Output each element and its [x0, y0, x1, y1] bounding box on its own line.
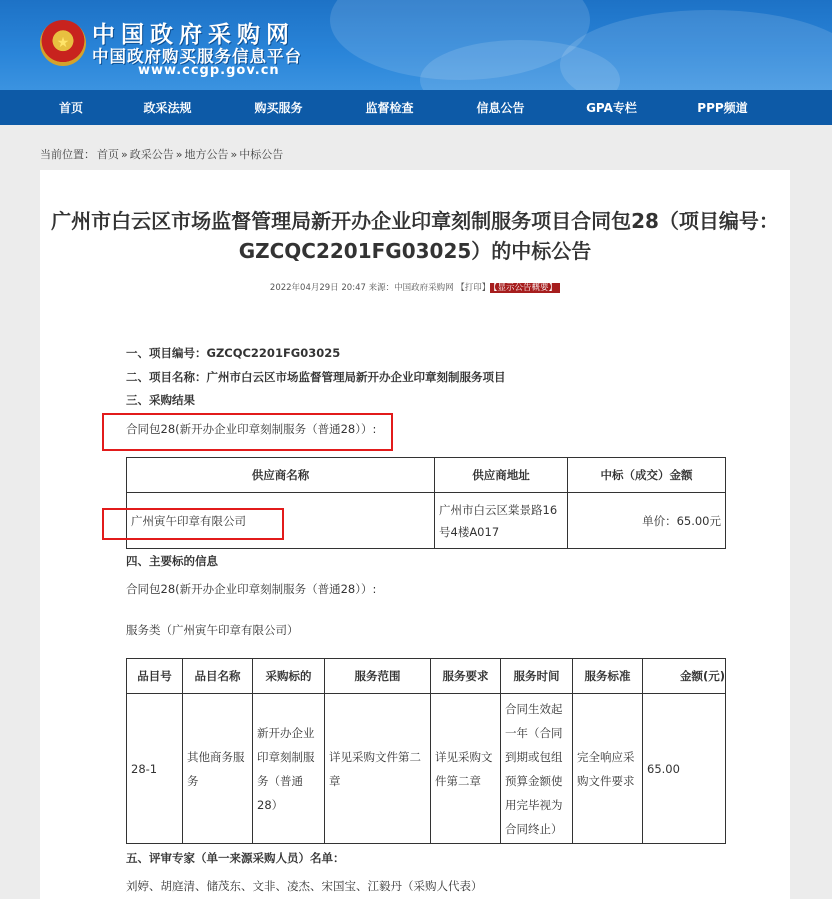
project-name: 二、项目名称：广州市白云区市场监督管理局新开办企业印章刻制服务项目: [126, 370, 506, 384]
supplier-name-cell: 广州寅午印章有限公司: [127, 493, 435, 549]
procurement-result-heading: 三、采购结果: [126, 393, 195, 407]
col-requirement: 服务要求: [431, 659, 501, 694]
breadcrumb: [40, 146, 285, 162]
main-subject-heading: 四、主要标的信息: [126, 554, 218, 568]
item-no-cell: 28-1: [127, 694, 183, 844]
col-time: 服务时间: [501, 659, 573, 694]
col-amount: 金额(元): [643, 659, 726, 694]
subject-table: [126, 658, 726, 844]
highlight-box-supplier: [102, 508, 284, 540]
experts-list: 刘婷、胡庭清、储茂东、文非、凌杰、宋国宝、江毅丹（采购人代表）: [126, 879, 483, 893]
col-scope: 服务范围: [325, 659, 431, 694]
breadcrumb-separator: »: [230, 148, 238, 161]
article-meta-text: 2022年04月29日 20:47 来源：中国政府采购网 【打印】: [269, 283, 491, 293]
nav-announcements[interactable]: 信息公告: [476, 101, 525, 115]
nav-gpa[interactable]: GPA专栏: [586, 101, 637, 115]
col-item-no: 品目号: [127, 659, 183, 694]
site-url: www.ccgp.gov.cn: [138, 63, 280, 78]
standard-cell: 完全响应采购文件要求: [573, 694, 643, 844]
breadcrumb-separator: »: [121, 148, 128, 161]
subject-cell: 新开办企业印章刻制服务（普通28）: [253, 694, 325, 844]
award-amount-cell: 单价：65.00元: [568, 493, 726, 549]
national-emblem-icon[interactable]: [40, 20, 86, 66]
breadcrumb-home[interactable]: 首页: [97, 148, 119, 161]
requirement-cell: 详见采购文件第二章: [431, 694, 501, 844]
article-panel: [40, 170, 790, 899]
breadcrumb-local-notices[interactable]: 地方公告: [184, 148, 229, 161]
col-subject: 采购标的: [253, 659, 325, 694]
highlight-box-package: [102, 413, 393, 451]
project-number: 一、项目编号：GZCQC2201FG03025: [126, 346, 341, 360]
emblem-star: ★: [56, 35, 70, 51]
nav-supervision[interactable]: 监督检查: [365, 101, 414, 115]
nav-regulations[interactable]: 政采法规: [143, 101, 192, 115]
col-item-name: 品目名称: [183, 659, 253, 694]
col-supplier-name: 供应商名称: [127, 458, 435, 493]
contract-package-label-2: 合同包28(新开办企业印章刻制服务（普通28））:: [126, 582, 377, 596]
contract-package-label: 合同包28(新开办企业印章刻制服务（普通28））:: [126, 422, 377, 436]
col-award-amount: 中标（成交）金额: [568, 458, 726, 493]
article-meta: [40, 281, 790, 293]
main-nav: [0, 90, 832, 125]
nav-home[interactable]: 首页: [58, 101, 83, 115]
show-summary-button[interactable]: 【显示公告概要】: [490, 283, 560, 293]
article-title: [40, 206, 790, 266]
item-name-cell: 其他商务服务: [183, 694, 253, 844]
breadcrumb-separator: »: [175, 148, 183, 161]
breadcrumb-label: 当前位置：: [40, 148, 95, 161]
article-title-line2: GZCQC2201FG03025）的中标公告: [238, 239, 592, 263]
amount-cell: 65.00: [643, 694, 726, 844]
experts-heading: 五、评审专家（单一来源采购人员）名单：: [126, 851, 345, 865]
time-cell: 合同生效起一年（合同到期或包组预算金额使用完毕视为合同终止）: [501, 694, 573, 844]
site-header: [0, 0, 832, 90]
site-title[interactable]: 中国政府采购网: [92, 22, 295, 48]
breadcrumb-procurement-notices[interactable]: 政采公告: [129, 148, 174, 161]
scope-cell: 详见采购文件第二章: [325, 694, 431, 844]
nav-purchase-services[interactable]: 购买服务: [254, 101, 303, 115]
supplier-address-cell: 广州市白云区棠景路16号4楼A017: [435, 493, 568, 549]
col-standard: 服务标准: [573, 659, 643, 694]
service-class-label: 服务类（广州寅午印章有限公司）: [126, 623, 299, 637]
site-subtitle: 中国政府购买服务信息平台: [92, 47, 302, 66]
col-supplier-address: 供应商地址: [435, 458, 568, 493]
table-row: [127, 694, 726, 844]
breadcrumb-award-notices[interactable]: 中标公告: [239, 148, 284, 161]
article-title-line1: 广州市白云区市场监督管理局新开办企业印章刻制服务项目合同包28（项目编号：: [51, 209, 779, 233]
nav-ppp[interactable]: PPP频道: [697, 101, 748, 115]
